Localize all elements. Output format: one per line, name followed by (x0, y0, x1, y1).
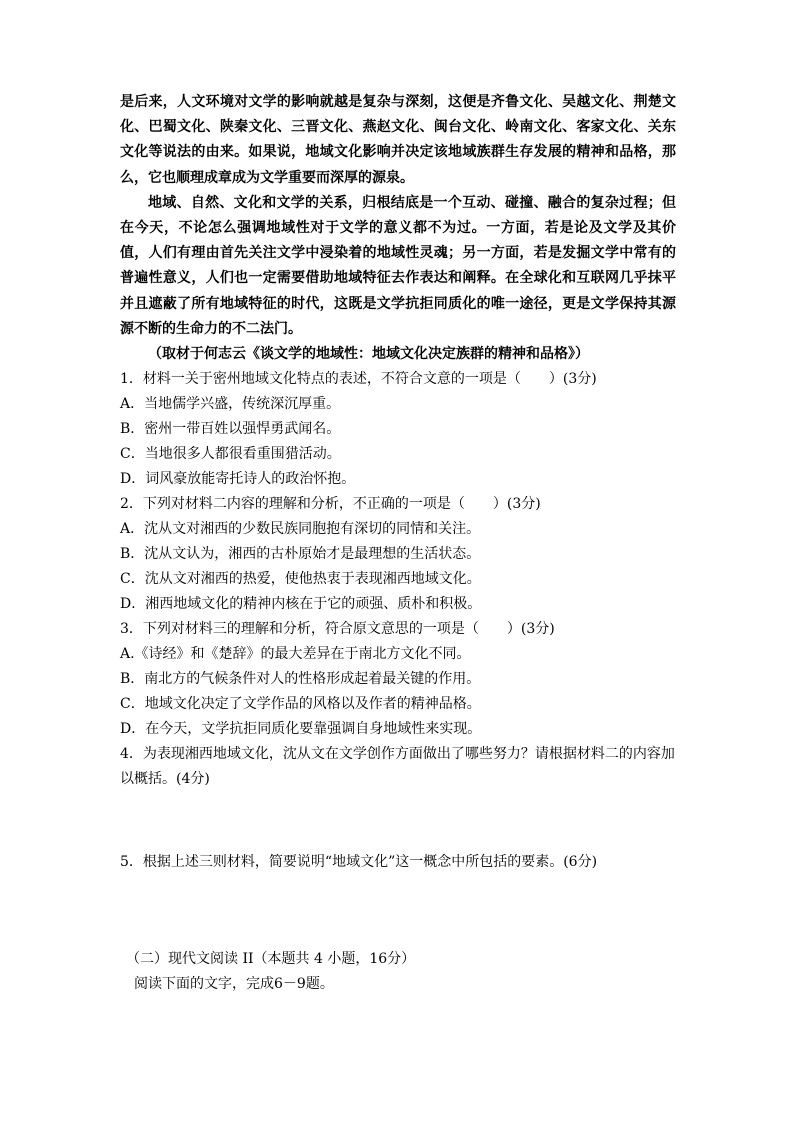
question-4 (120, 742, 676, 792)
question-1-stem: 1．材料一关于密州地域文化特点的表述，不符合文意的一项是（ ）(3分) (120, 371, 597, 388)
question-3-option-a: A.《诗经》和《楚辞》的最大差异在于南北方文化不同。 (120, 646, 471, 663)
passage-paragraph-1: 是后来，人文环境对文学的影响就越是复杂与深刻，这便是齐鲁文化、吴越文化、荆楚文化、巴蜀文化、陕秦文化、三晋文化、燕赵文化、闽台文化、岭南文化、客家文化、关东文化等说法的由来。如果说，地域文化影响并决定该地域族群生存发展的精神和品格，那么，它也顺理成章成为文学重要而深厚的源泉。 (120, 94, 676, 186)
question-2-option-c: C．沈从文对湘西的热爱，使他热衷于表现湘西地域文化。 (120, 571, 481, 588)
question-3-option-d: D．在今天，文学抗拒同质化要靠强调自身地域性来实现。 (120, 721, 482, 738)
question-1-option-b: B．密州一带百姓以强悍勇武闻名。 (120, 421, 341, 438)
question-3-option-b: B．南北方的气候条件对人的性格形成起着最关键的作用。 (120, 671, 481, 688)
exam-page (120, 90, 676, 997)
question-3-option-c: C．地域文化决定了文学作品的风格以及作者的精神品格。 (120, 696, 481, 713)
question-4-stem: 4．为表现湘西地域文化，沈从文在文学创作方面做出了哪些努力？请根据材料二的内容加以概括。(4分) (120, 746, 675, 788)
question-5-stem: 5．根据上述三则材料，简要说明“地域文化”这一概念中所包括的要素。(6分) (120, 854, 598, 871)
question-3-stem: 3．下列对材料三的理解和分析，符合原文意思的一项是（ ）(3分) (120, 621, 555, 638)
section-2 (120, 947, 676, 997)
section-2-instruction: 阅读下面的文字，完成6－9题。 (134, 976, 334, 993)
passage-source: （取材于何志云《谈文学的地域性：地域文化决定族群的精神和品格》） (148, 346, 589, 363)
question-1-option-c: C．当地很多人都很看重围猎活动。 (120, 446, 341, 463)
question-5 (120, 850, 676, 875)
question-1 (120, 367, 676, 492)
question-2 (120, 492, 676, 617)
passage-paragraph-2: 地域、自然、文化和文学的关系，归根结底是一个互动、碰撞、融合的复杂过程；但在今天，不论怎么强调地域性对于文学的意义都不为过。一方面，若是论及文学及其价值，人们有理由首先关注文学中浸染着的地域性灵魂；另一方面，若是发掘文学中常有的普遍性意义，人们也一定需要借助地域特征去作表达和阐释。在全球化和互联网几乎抹平并且遮蔽了所有地域特征的时代，这既是文学抗拒同质化的唯一途径，更是文学保持其源源不断的生命力的不二法门。 (120, 194, 676, 337)
question-2-option-a: A．沈从文对湘西的少数民族同胞抱有深切的同情和关注。 (120, 521, 481, 538)
question-2-stem: 2．下列对材料二内容的理解和分析，不正确的一项是（ ）(3分) (120, 496, 541, 513)
question-5-answer-space (120, 875, 676, 947)
question-4-answer-space (120, 792, 676, 850)
question-1-option-a: A．当地儒学兴盛，传统深沉厚重。 (120, 396, 341, 413)
question-2-option-d: D．湘西地域文化的精神内核在于它的顽强、质朴和积极。 (120, 596, 482, 613)
section-2-title: （二）现代文阅读 II（本题共 4 小题，16分） (126, 951, 416, 968)
question-1-option-d: D．词风豪放能寄托诗人的政治怀抱。 (120, 471, 356, 488)
question-3 (120, 617, 676, 742)
question-2-option-b: B．沈从文认为，湘西的古朴原始才是最理想的生活状态。 (120, 546, 481, 563)
